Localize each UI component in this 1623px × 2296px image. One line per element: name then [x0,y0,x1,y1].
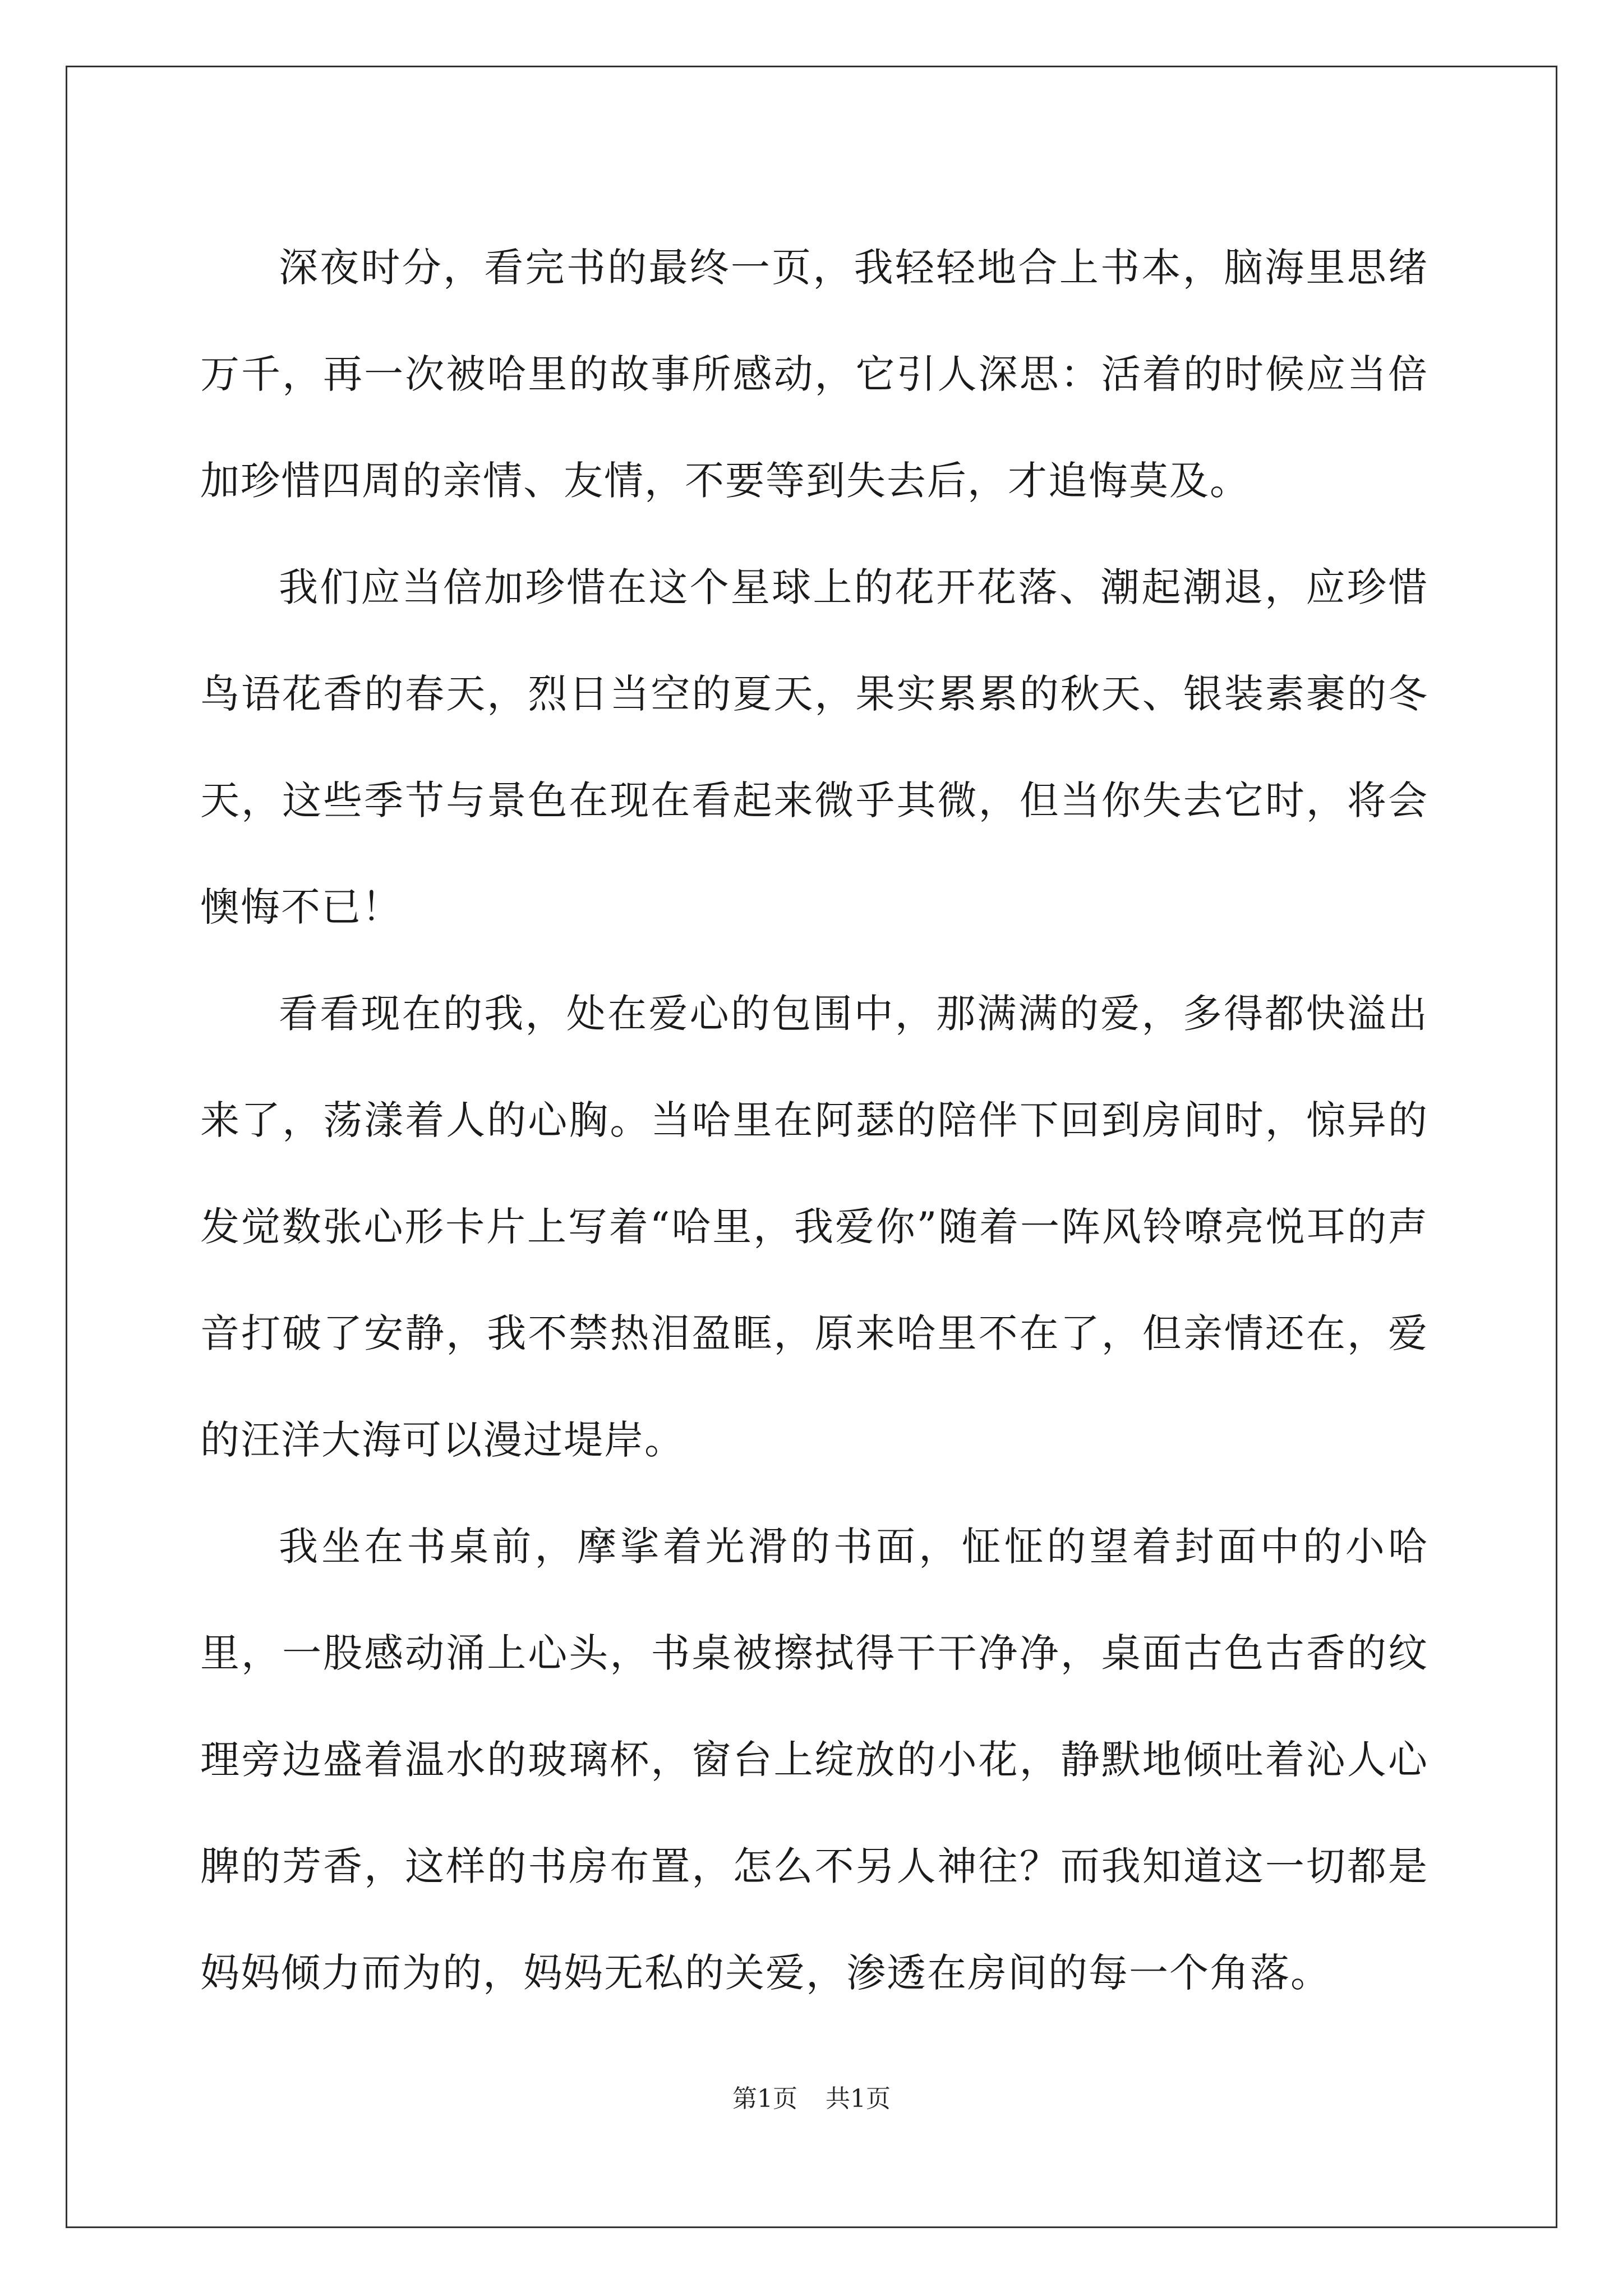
paragraph-1: 深夜时分，看完书的最终一页，我轻轻地合上书本，脑海里思绪万千，再一次被哈里的故事所感动，它引人深思：活着的时候应当倍加珍惜四周的亲情、友情，不要等到失去后，才追悔莫及。 [200,245,1428,504]
page-number: 第1页 [732,2085,797,2113]
document-body [200,214,1428,2026]
paragraph-4: 我坐在书桌前，摩挲着光滑的书面，怔怔的望着封面中的小哈里，一股感动涌上心头，书桌被擦拭得干干净净，桌面古色古香的纹理旁边盛着温水的玻璃杯，窗台上绽放的小花，静默地倾吐着沁人心脾的芳香，这样的书房布置，怎么不另人神往？而我知道这一切都是妈妈倾力而为的，妈妈无私的关爱，渗透在房间的每一个角落。 [200,1524,1428,1996]
paragraph-3: 看看现在的我，处在爱心的包围中，那满满的爱，多得都快溢出来了，荡漾着人的心胸。当哈里在阿瑟的陪伴下回到房间时，惊异的发觉数张心形卡片上写着“哈里，我爱你”随着一阵风铃嘹亮悦耳的声音打破了安静，我不禁热泪盈眶，原来哈里不在了，但亲情还在，爱的汪洋大海可以漫过堤岸。 [200,991,1428,1463]
page-footer [0,2082,1623,2116]
page-total: 共1页 [826,2085,891,2113]
paragraph-2: 我们应当倍加珍惜在这个星球上的花开花落、潮起潮退，应珍惜鸟语花香的春天，烈日当空的夏天，果实累累的秋天、银装素裹的冬天，这些季节与景色在现在看起来微乎其微，但当你失去它时，将会懊悔不已！ [200,564,1428,930]
